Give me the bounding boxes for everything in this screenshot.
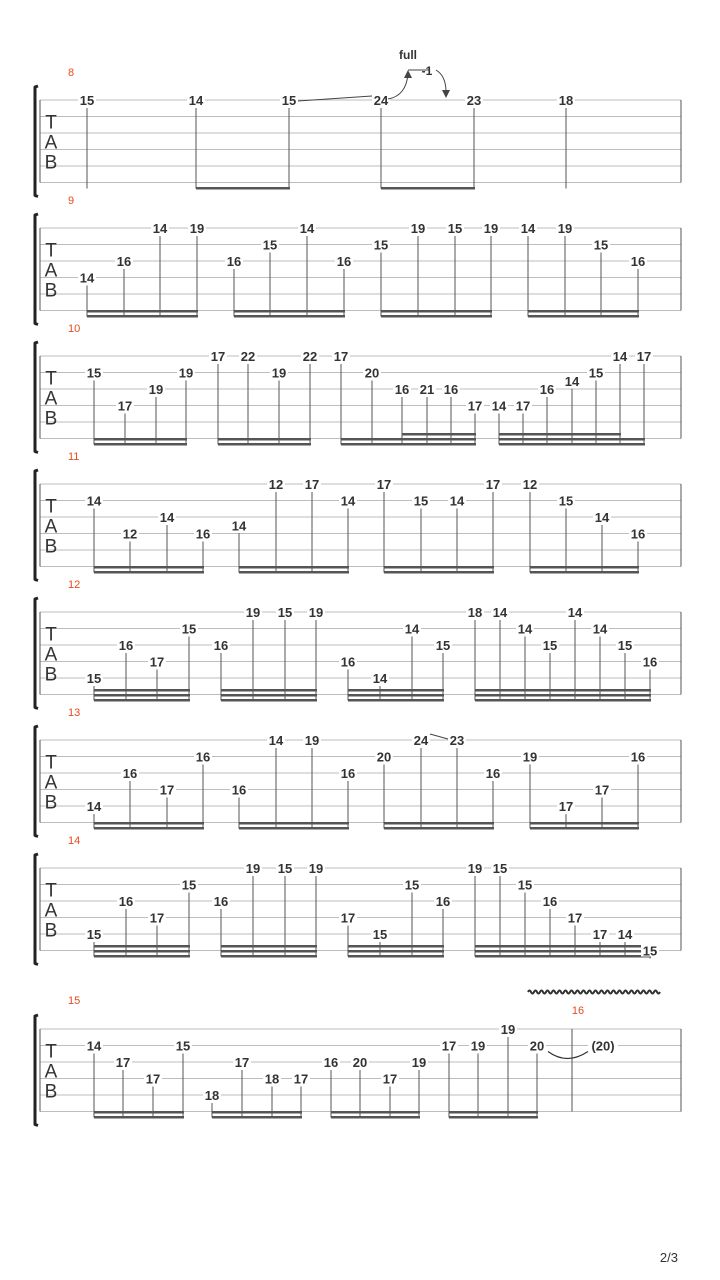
tab-clef-letter: B — [44, 408, 58, 430]
beam — [348, 689, 444, 692]
beam — [381, 310, 492, 313]
beam — [348, 955, 444, 958]
beam — [221, 955, 317, 958]
fret-number: 12 — [122, 526, 138, 542]
beam — [221, 689, 317, 692]
fret-number: 16 — [443, 382, 459, 397]
beam — [239, 827, 349, 830]
fret-number: 24 — [413, 733, 429, 748]
fret-number: 14 — [268, 733, 284, 748]
fret-number: 17 — [304, 477, 320, 492]
fret-number: 16 — [195, 526, 211, 542]
beam — [218, 438, 311, 441]
beam — [234, 315, 345, 318]
fret-number: 14 — [372, 671, 388, 686]
tab-clef-letter: T — [45, 880, 57, 902]
fret-number: 19 — [411, 1055, 427, 1070]
fret-number: 19 — [308, 861, 324, 876]
system-bracket — [35, 854, 38, 965]
tab-clef-letter: A — [44, 1061, 58, 1083]
fret-number: 14 — [299, 221, 315, 236]
fret-number: 14 — [594, 510, 610, 525]
fret-number: 17 — [594, 782, 610, 798]
fret-number: 15 — [277, 605, 293, 620]
fret-number: 15 — [492, 861, 508, 876]
tab-clef-letter: A — [44, 516, 58, 538]
fret-number: 18 — [204, 1088, 220, 1103]
fret-number: 14 — [564, 373, 580, 389]
fret-number: 17 — [145, 1071, 161, 1087]
tab-clef-letter: B — [44, 152, 58, 174]
tab-clef-letter: T — [45, 624, 57, 646]
beam — [381, 187, 475, 190]
fret-number: 19 — [189, 221, 205, 236]
beam — [530, 566, 639, 569]
fret-number: 14 — [86, 799, 102, 814]
beam — [94, 438, 187, 441]
fret-number: 16 — [336, 254, 352, 269]
system-bracket — [35, 86, 38, 197]
fret-number: 15 — [642, 943, 658, 959]
fret-number: 19 — [470, 1038, 486, 1054]
fret-number: 14 — [79, 270, 95, 286]
fret-number: 17 — [115, 1055, 131, 1070]
fret-number: 14 — [404, 621, 420, 637]
fret-number: 17 — [149, 654, 165, 670]
system-bracket — [35, 726, 38, 837]
fret-number: 17 — [636, 349, 652, 364]
beam — [221, 945, 317, 948]
fret-number: 14 — [520, 221, 536, 236]
fret-number: 16 — [118, 638, 134, 653]
fret-number: 17 — [376, 477, 392, 492]
beam — [528, 315, 639, 318]
fret-number: 17 — [441, 1038, 457, 1054]
fret-number: 17 — [234, 1055, 250, 1070]
beam — [94, 443, 187, 446]
tab-clef-letter: T — [45, 1041, 57, 1063]
fret-number: 14 — [567, 605, 583, 620]
beam — [234, 310, 345, 313]
tab-clef-letter: T — [45, 496, 57, 518]
fret-number: 15 — [175, 1038, 191, 1054]
bend-arrow-icon — [404, 70, 412, 78]
beam — [530, 571, 639, 574]
fret-number: 18 — [467, 605, 483, 620]
tab-clef-letter: T — [45, 368, 57, 390]
fret-number: 17 — [210, 349, 226, 364]
fret-number: 16 — [539, 382, 555, 397]
fret-number: 17 — [567, 910, 583, 926]
fret-number: 14 — [449, 493, 465, 509]
fret-number: 18 — [264, 1071, 280, 1087]
system-bracket — [35, 470, 38, 581]
fret-number: 15 — [593, 237, 609, 253]
measure-number: 9 — [68, 195, 75, 207]
fret-number: 14 — [517, 621, 533, 637]
tab-clef-letter: T — [45, 752, 57, 774]
fret-number: 15 — [79, 93, 95, 108]
slide-line — [430, 734, 448, 739]
beam — [528, 310, 639, 313]
fret-number: 17 — [382, 1071, 398, 1087]
fret-number: 16 — [116, 254, 132, 269]
fret-number: 12 — [268, 477, 284, 492]
fret-number: 15 — [181, 877, 197, 893]
tab-clef-letter: A — [44, 644, 58, 666]
fret-number: 19 — [500, 1022, 516, 1037]
beam — [384, 822, 494, 825]
fret-number: 17 — [293, 1071, 309, 1087]
bend-label: full — [399, 48, 417, 62]
tab-clef-letter: A — [44, 260, 58, 282]
fret-number: 19 — [304, 733, 320, 748]
fret-number: 16 — [630, 254, 646, 269]
fret-number: 15 — [262, 237, 278, 253]
fret-number: 16 — [122, 766, 138, 781]
fret-number: 19 — [178, 365, 194, 381]
beam — [212, 1111, 302, 1114]
fret-number: 16 — [630, 749, 646, 765]
fret-number: 24 — [373, 93, 389, 108]
fret-number: 15 — [404, 877, 420, 893]
fret-number: 19 — [557, 221, 573, 236]
fret-number: 19 — [308, 605, 324, 620]
measure-number: 8 — [68, 67, 75, 79]
tab-clef-letter: B — [44, 920, 58, 942]
fret-number: 17 — [159, 782, 175, 798]
beam — [218, 443, 311, 446]
release-label: -1 — [421, 64, 433, 78]
beam — [221, 694, 317, 697]
fret-number: 17 — [485, 477, 501, 492]
beam — [94, 1116, 184, 1119]
fret-number: 15 — [277, 861, 293, 876]
fret-number: 14 — [491, 398, 507, 414]
fret-number: 15 — [542, 638, 558, 653]
beam — [341, 443, 476, 446]
beam — [221, 699, 317, 702]
fret-number: 17 — [333, 349, 349, 364]
fret-number: 15 — [86, 927, 102, 942]
measure-number: 11 — [68, 451, 80, 463]
fret-number: 15 — [617, 638, 633, 653]
system-bracket — [35, 1015, 38, 1126]
fret-number: 16 — [213, 894, 229, 909]
beam — [239, 571, 349, 574]
beam — [348, 945, 444, 948]
fret-number: 16 — [542, 894, 558, 909]
tie-arc — [548, 1052, 588, 1059]
beam — [94, 699, 190, 702]
fret-number: 15 — [373, 237, 389, 253]
fret-number: 19 — [245, 861, 261, 876]
tab-clef-letter: T — [45, 240, 57, 262]
fret-number: 14 — [231, 518, 247, 534]
fret-number: 16 — [340, 766, 356, 781]
beam — [348, 694, 444, 697]
beam — [239, 566, 349, 569]
beam — [348, 699, 444, 702]
beam — [94, 571, 204, 574]
beam — [94, 566, 204, 569]
fret-number: 19 — [245, 605, 261, 620]
fret-number: 15 — [181, 621, 197, 637]
beam — [384, 827, 494, 830]
fret-number: 16 — [435, 894, 451, 909]
fret-number: 21 — [419, 382, 435, 397]
fret-number: 22 — [240, 349, 256, 364]
fret-number: 15 — [86, 365, 102, 381]
beam — [196, 187, 290, 190]
fret-number: 19 — [522, 749, 538, 765]
fret-number: 14 — [340, 493, 356, 509]
beam — [94, 694, 190, 697]
fret-number: 19 — [467, 861, 483, 876]
tab-clef-letter: A — [44, 772, 58, 794]
fret-number: 15 — [435, 638, 451, 653]
beam — [87, 315, 198, 318]
fret-number: 14 — [617, 927, 633, 942]
fret-number: 14 — [492, 605, 508, 620]
fret-number: 17 — [149, 910, 165, 926]
fret-number: 16 — [118, 894, 134, 909]
beam — [212, 1116, 302, 1119]
fret-number: 14 — [159, 510, 175, 525]
beam — [331, 1116, 420, 1119]
fret-number: 16 — [231, 782, 247, 798]
fret-number: 20 — [352, 1055, 368, 1070]
tab-clef-letter: T — [45, 112, 57, 134]
fret-number: 17 — [340, 910, 356, 926]
fret-number: 16 — [340, 654, 356, 670]
beam — [499, 433, 621, 436]
fret-number: 17 — [467, 398, 483, 414]
beam — [331, 1111, 420, 1114]
fret-number: 20 — [529, 1038, 545, 1054]
fret-number: 15 — [281, 93, 297, 108]
tab-clef-letter: B — [44, 536, 58, 558]
tab-clef-letter: B — [44, 280, 58, 302]
fret-number: 16 — [394, 382, 410, 397]
measure-number: 14 — [68, 835, 81, 847]
fret-number: 19 — [148, 382, 164, 397]
fret-number: 20 — [376, 749, 392, 765]
tab-clef-letter: A — [44, 132, 58, 154]
fret-number: 15 — [588, 365, 604, 381]
fret-number: 15 — [413, 493, 429, 509]
beam — [239, 822, 349, 825]
fret-number: 15 — [86, 671, 102, 686]
beam — [449, 1116, 538, 1119]
release-arrow-icon — [442, 90, 450, 98]
fret-number: 23 — [466, 93, 482, 108]
beam — [341, 438, 476, 441]
fret-number: 14 — [592, 621, 608, 637]
fret-number: 15 — [447, 221, 463, 236]
fret-number: 17 — [558, 799, 574, 814]
fret-number: 19 — [271, 365, 287, 381]
beam — [94, 689, 190, 692]
fret-number: 23 — [449, 733, 465, 748]
beam — [402, 433, 476, 436]
fret-number: 14 — [612, 349, 628, 364]
fret-number: 15 — [372, 927, 388, 942]
tab-clef-letter: A — [44, 388, 58, 410]
beam — [94, 822, 204, 825]
fret-number: 15 — [517, 877, 533, 893]
fret-number: 16 — [323, 1055, 339, 1070]
fret-number: 16 — [642, 654, 658, 670]
tab-clef-letter: B — [44, 792, 58, 814]
measure-number: 15 — [68, 995, 81, 1007]
fret-number: 20 — [364, 365, 380, 381]
beam — [384, 571, 494, 574]
fret-number: 19 — [410, 221, 426, 236]
beam — [94, 827, 204, 830]
tied-fret-number: (20) — [591, 1038, 615, 1054]
measure-number: 13 — [68, 707, 81, 719]
fret-number: 14 — [152, 221, 168, 236]
beam — [530, 827, 639, 830]
fret-number: 16 — [485, 766, 501, 781]
page-number: 2/3 — [659, 1250, 678, 1265]
tab-clef-letter: B — [44, 664, 58, 686]
beam — [449, 1111, 538, 1114]
fret-number: 17 — [117, 398, 133, 414]
beam — [94, 945, 190, 948]
fret-number: 14 — [86, 493, 102, 509]
fret-number: 16 — [213, 638, 229, 653]
fret-number: 19 — [483, 221, 499, 236]
fret-number: 18 — [558, 93, 574, 108]
beam — [530, 822, 639, 825]
fret-number: 14 — [188, 93, 204, 108]
beam — [94, 1111, 184, 1114]
fret-number: 16 — [630, 526, 646, 542]
measure-number: 10 — [68, 323, 81, 335]
fret-number: 14 — [86, 1038, 102, 1054]
fret-number: 16 — [226, 254, 242, 269]
fret-number: 16 — [195, 749, 211, 765]
system-bracket — [35, 342, 38, 453]
beam — [221, 950, 317, 953]
beam — [381, 315, 492, 318]
release-curve — [436, 70, 446, 92]
fret-number: 12 — [522, 477, 538, 492]
beam — [94, 950, 190, 953]
fret-number: 22 — [302, 349, 318, 364]
tab-clef-letter: A — [44, 900, 58, 922]
measure-number: 12 — [68, 579, 81, 591]
system-bracket — [35, 598, 38, 709]
measure-number: 16 — [571, 1005, 585, 1017]
tab-clef-letter: B — [44, 1081, 58, 1103]
fret-number: 17 — [592, 927, 608, 942]
beam — [94, 955, 190, 958]
system-bracket — [35, 214, 38, 325]
fret-number: 17 — [515, 398, 531, 414]
beam — [384, 566, 494, 569]
beam — [87, 310, 198, 313]
vibrato-line — [528, 991, 660, 994]
beam — [348, 950, 444, 953]
fret-number: 15 — [558, 493, 574, 509]
